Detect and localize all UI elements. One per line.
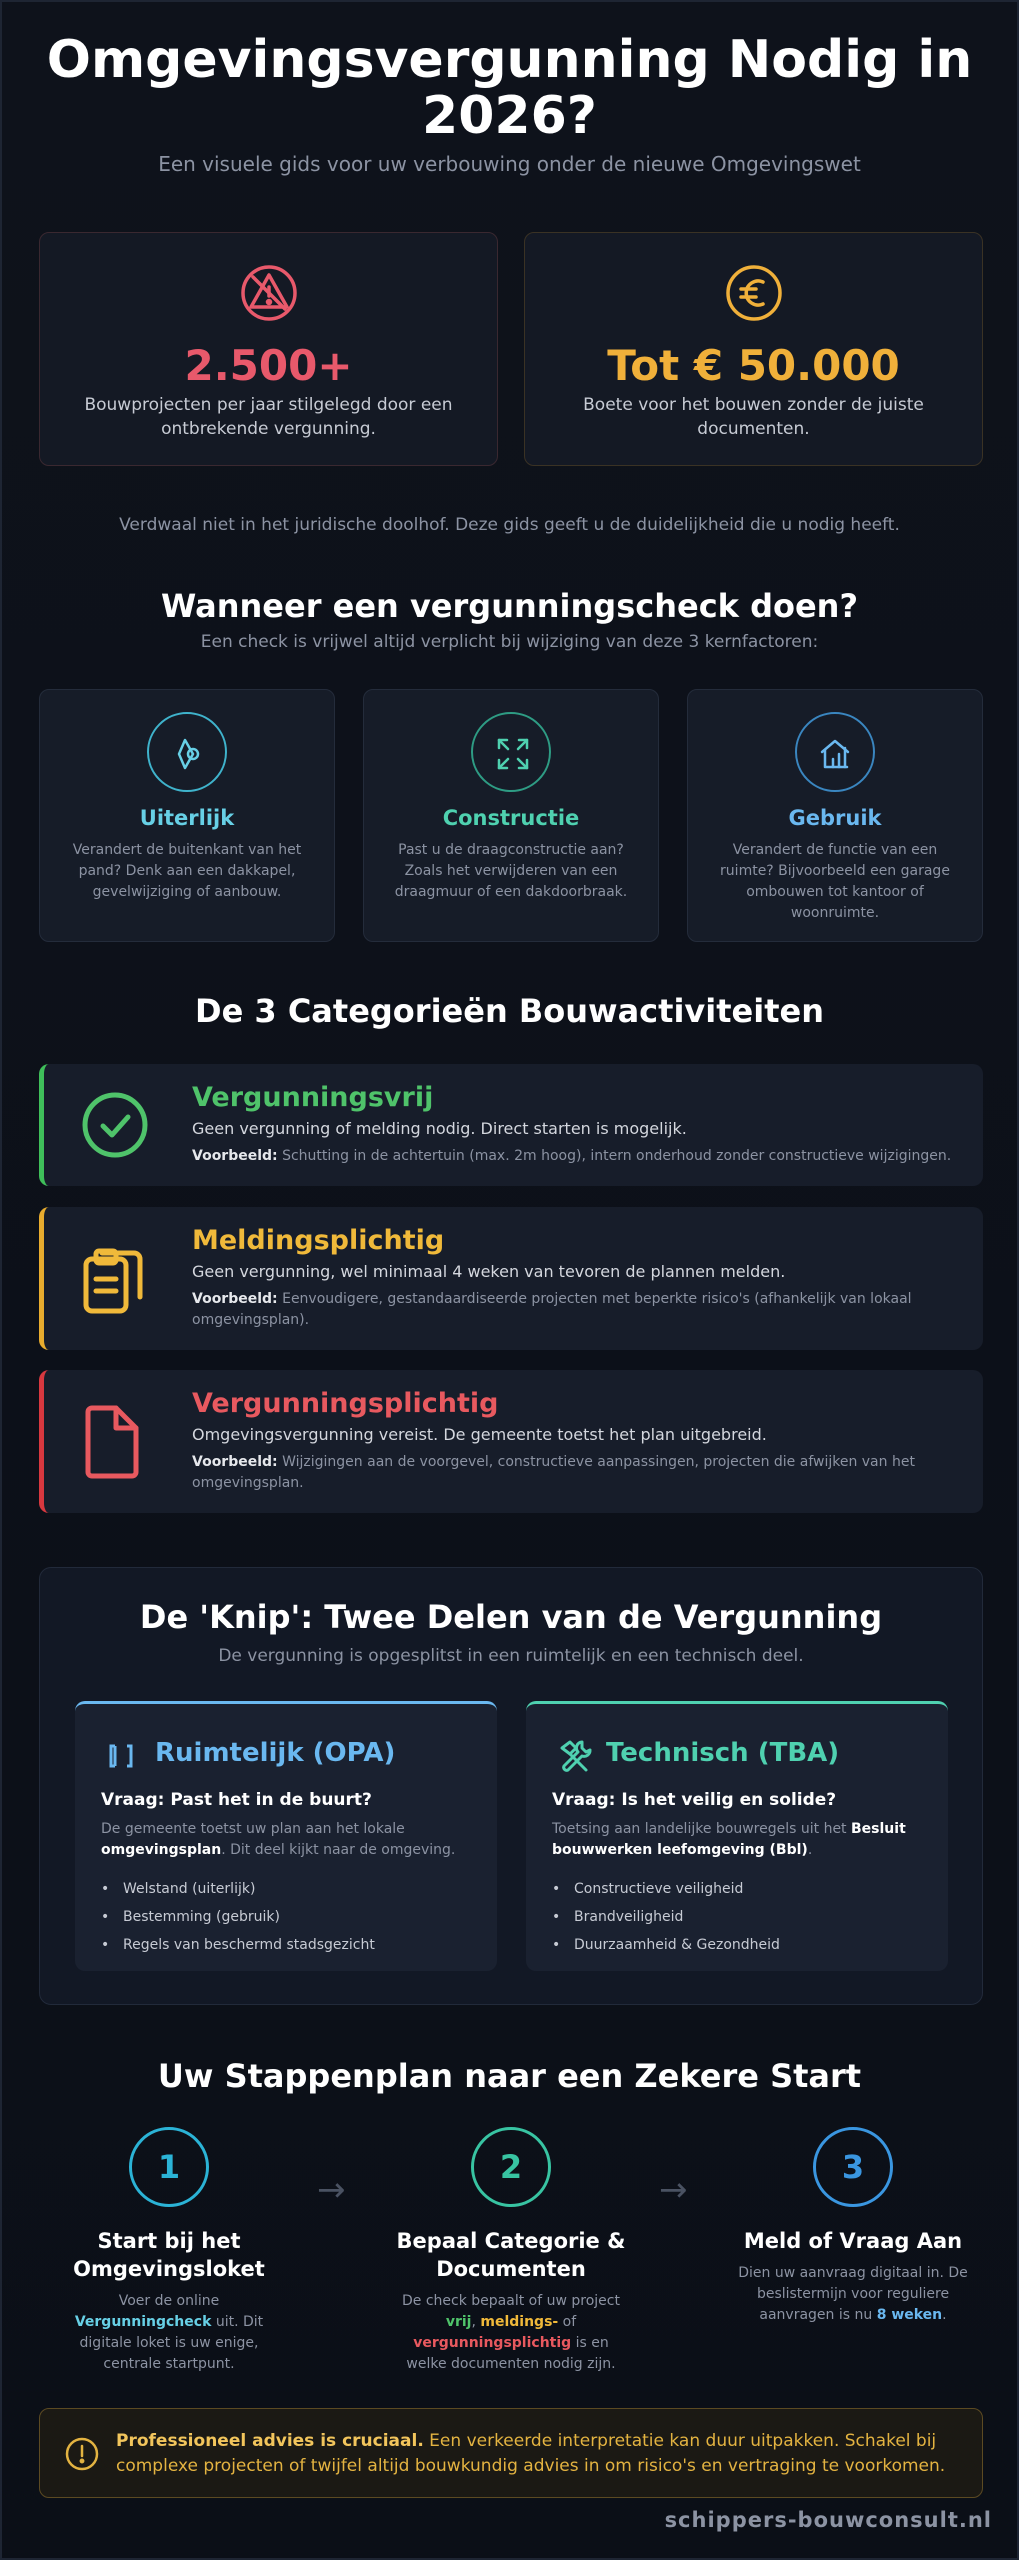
knip-card-list [101,1881,471,1965]
step-title: Start bij het Omgevingsloket [73,2229,265,2281]
list-item: • Constructieve veiligheid [552,1881,922,1909]
step-desc: Dien uw aanvraag digitaal in. De beslistermijn voor reguliere aanvragen is nu 8 weken. [738,2265,968,2323]
factor-desc-gebruik: Verandert de functie van een ruimte? Bijvoorbeeld een garage ombouwen tot kantoor of woonruimte. [720,842,950,921]
list-item: • Brandveiligheid [552,1909,922,1937]
step-desc: De check bepaalt of uw project vrij, meldings- of vergunningsplichtig is en welke documenten nodig zijn. [402,2293,620,2372]
steps-section-title: Uw Stappenplan naar een Zekere Start [157,2057,862,2095]
footer-website: schippers-bouwconsult.nl [664,2508,992,2532]
document-icon [80,1404,144,1480]
category-example-plicht: Voorbeeld: Wijzigingen aan de voorgevel, constructieve aanpassingen, projecten die afwijken van het omgevingsplan. [192,1454,915,1491]
categories-section-title: De 3 Categorieën Bouwactiviteiten [195,992,824,1030]
list-item: • Welstand (uiterlijk) [101,1881,471,1909]
knip-card-list [552,1881,922,1965]
knip-card-question: Vraag: Is het veilig en solide? [552,1790,837,1810]
info-icon [64,2436,100,2472]
list-item: • Bestemming (gebruik) [101,1909,471,1937]
knip-section [39,1567,983,2005]
check-circle-icon [80,1090,150,1160]
stat-desc-projects: Bouwprojecten per jaar stilgelegd door een ontbrekende vergunning. [84,395,453,439]
page-title: Omgevingsvergunning Nodig in 2026? [46,30,973,146]
check-section-subtitle: Een check is vrijwel altijd verplicht bij wijziging van deze 3 kernfactoren: [200,632,819,652]
knip-subtitle: De vergunning is opgesplitst in een ruimtelijk en een technisch deel. [218,1646,804,1666]
category-card-vrij [39,1064,983,1186]
map-icon [109,1742,133,1770]
advice-callout [39,2408,983,2498]
factor-title-uiterlijk: Uiterlijk [139,806,235,830]
step-number: 1 [129,2127,209,2207]
palette-icon [147,712,227,792]
step-2 [366,2127,656,2375]
category-card-melding [39,1207,983,1350]
advice-text: Professioneel advies is cruciaal. Een verkeerde interpretatie kan duur uitpakken. Schakel bij complexe projecten of twijfel altijd bouwkundig advies in om risico's en vertraging te voorkomen. [116,2431,946,2476]
category-text-melding: Geen vergunning, wel minimaal 4 weken van tevoren de plannen melden. [192,1262,786,1281]
factor-card-constructie [363,689,659,942]
knip-card-technisch [526,1701,948,1971]
knip-card-desc: De gemeente toetst uw plan aan het lokale omgevingsplan. Dit deel kijkt naar de omgeving. [101,1821,456,1858]
list-item: • Regels van beschermd stadsgezicht [101,1937,471,1965]
step-3 [708,2127,998,2326]
knip-card-title: Technisch (TBA) [606,1738,840,1768]
step-number: 2 [471,2127,551,2207]
category-example-melding: Voorbeeld: Eenvoudigere, gestandaardiseerde projecten met beperkte risico's (afhankelijk van lokaal omgevingsplan). [192,1291,912,1328]
stat-value-projects: 2.500+ [184,341,353,390]
expand-icon [471,712,551,792]
knip-card-ruimtelijk [75,1701,497,1971]
step-number: 3 [813,2127,893,2207]
knip-card-title: Ruimtelijk (OPA) [155,1738,396,1768]
tools-icon [556,1738,592,1774]
page-subtitle: Een visuele gids voor uw verbouwing onder de nieuwe Omgevingswet [158,152,861,176]
step-title: Meld of Vraag Aan [743,2229,963,2253]
factor-card-gebruik [687,689,983,942]
stat-value-fine: Tot € 50.000 [607,341,900,390]
category-title-melding: Meldingsplichtig [192,1225,445,1256]
category-title-plicht: Vergunningsplichtig [192,1388,499,1419]
clipboard-icon [80,1241,150,1317]
step-desc: Voer de online Vergunningcheck uit. Dit digitale loket is uw enige, centrale startpunt. [74,2293,264,2372]
step-1 [24,2127,314,2375]
stat-card-fine [524,232,983,466]
euro-icon [724,263,784,323]
warning-icon [239,263,299,323]
category-card-plicht [39,1370,983,1513]
knip-title: De 'Knip': Twee Delen van de Vergunning [139,1598,883,1636]
stat-desc-fine: Boete voor het bouwen zonder de juiste documenten. [583,395,924,439]
category-text-plicht: Omgevingsvergunning vereist. De gemeente toetst het plan uitgebreid. [192,1425,767,1444]
arrow-right-icon: → [317,2170,346,2210]
list-item: • Duurzaamheid & Gezondheid [552,1937,922,1965]
factor-title-gebruik: Gebruik [788,806,882,830]
factor-title-constructie: Constructie [442,806,580,830]
knip-card-question: Vraag: Past het in de buurt? [101,1790,372,1810]
factor-desc-uiterlijk: Verandert de buitenkant van het pand? Denk aan een dakkapel, gevelwijziging of aanbouw. [72,842,302,900]
knip-card-desc: Toetsing aan landelijke bouwregels uit het Besluit bouwwerken leefomgeving (Bbl). [552,1821,906,1858]
stat-card-projects [39,232,498,466]
check-section-title: Wanneer een vergunningscheck doen? [160,587,859,625]
factor-card-uiterlijk [39,689,335,942]
factor-desc-constructie: Past u de draagconstructie aan? Zoals het verwijderen van een draagmuur of een dakdoorbraak. [394,842,628,900]
arrow-right-icon: → [659,2170,688,2210]
category-title-vrij: Vergunningsvrij [192,1082,434,1113]
step-title: Bepaal Categorie & Documenten [396,2229,626,2281]
intro-text: Verdwaal niet in het juridische doolhof. Deze gids geeft u de duidelijkheid die u nodig heeft. [119,515,900,535]
house-chart-icon [795,712,875,792]
category-example-vrij: Voorbeeld: Schutting in de achtertuin (max. 2m hoog), intern onderhoud zonder constructieve wijzigingen. [192,1148,952,1164]
category-text-vrij: Geen vergunning of melding nodig. Direct starten is mogelijk. [192,1119,687,1138]
